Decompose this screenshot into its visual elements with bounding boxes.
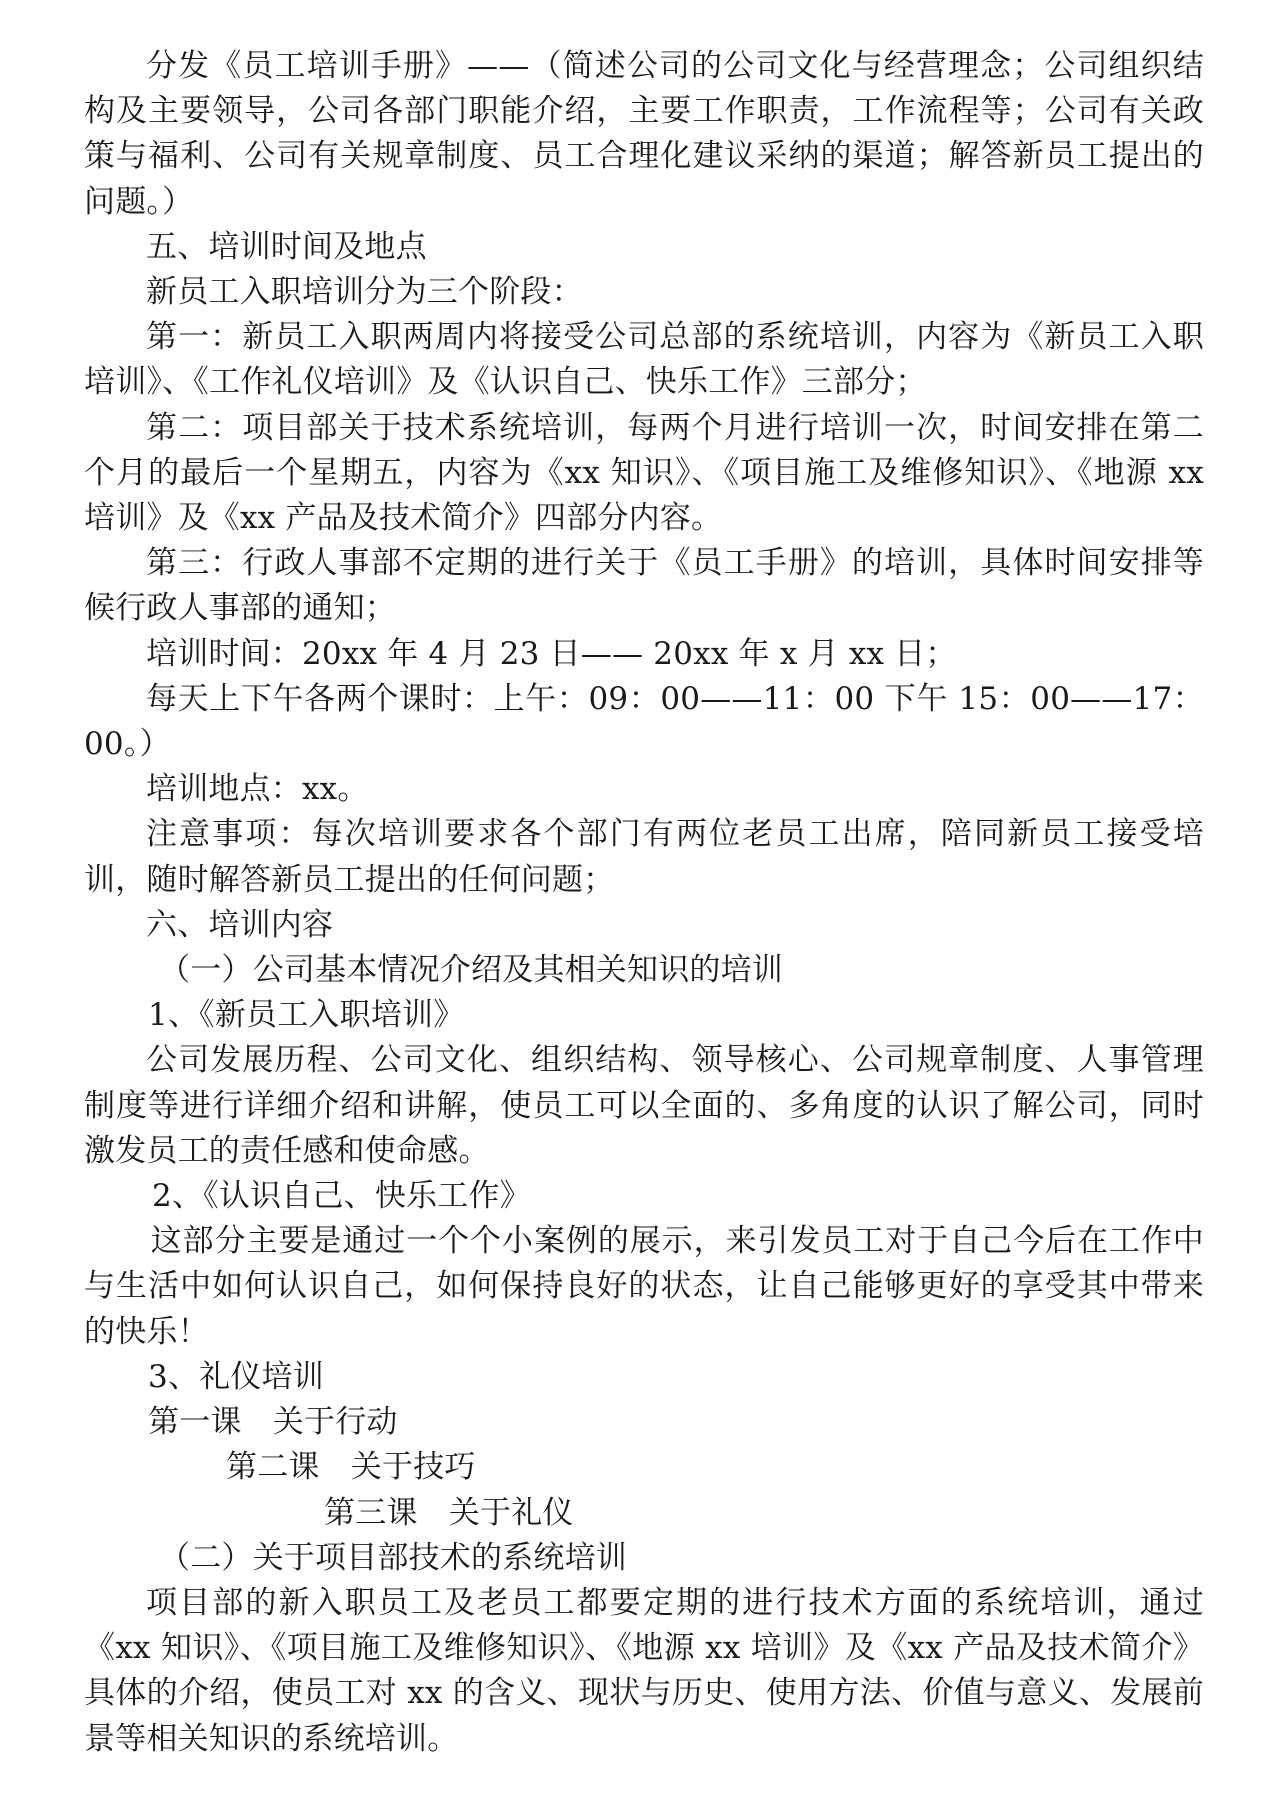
item-three-heading: 3、礼仪培训 xyxy=(148,1358,324,1395)
stage-three-paragraph: 第三：行政人事部不定期的进行关于《员工手册》的培训，具体时间安排等候行政人事部的通知； xyxy=(84,545,1204,627)
item-two-heading: 2、《认识自己、快乐工作》 xyxy=(152,1178,531,1215)
training-notes: 注意事项：每次培训要求各个部门有两位老员工出席，陪同新员工接受培训，随时解答新员工提出的任何问题； xyxy=(84,816,1204,898)
lesson-three: 第三课 关于礼仪 xyxy=(324,1494,574,1531)
section-heading-five: 五、培训时间及地点 xyxy=(146,228,427,265)
training-place: 培训地点：xx。 xyxy=(146,771,369,808)
lesson-two: 第二课 关于技巧 xyxy=(226,1449,476,1486)
subsection-one-heading: （一）公司基本情况介绍及其相关知识的培训 xyxy=(159,952,783,989)
handbook-paragraph: 分发《员工培训手册》——（简述公司的公司文化与经营理念；公司组织结构及主要领导，公司各部门职能介绍，主要工作职责，工作流程等；公司有关政策与福利、公司有关规章制度、员工合理化建议采纳的渠道；解答新员工提出的问题。） xyxy=(84,48,1204,220)
item-two-body: 这部分主要是通过一个个小案例的展示，来引发员工对于自己今后在工作中与生活中如何认识自己，如何保持良好的状态，让自己能够更好的享受其中带来的快乐！ xyxy=(84,1223,1204,1350)
document-body xyxy=(84,44,1204,1762)
training-time: 培训时间：20xx 年 4 月 23 日—— 20xx 年 x 月 xx 日； xyxy=(146,635,957,672)
subsection-two-body: 项目部的新入职员工及老员工都要定期的进行技术方面的系统培训，通过《xx 知识》、《项目施工及维修知识》、《地源 xx 培训》及《xx 产品及技术简介》具体的介绍，使员工对 xx 的含义、现状与历史、使用方法、价值与意义、发展前景等相关知识的系统培训。 xyxy=(84,1584,1204,1757)
stage-two-paragraph: 第二：项目部关于技术系统培训，每两个月进行培训一次，时间安排在第二个月的最后一个星期五，内容为《xx 知识》、《项目施工及维修知识》、《地源 xx 培训》及《xx 产品及技术简介》四部分内容。 xyxy=(84,409,1204,537)
lesson-one: 第一课 关于行动 xyxy=(148,1404,398,1441)
subsection-two-heading: （二）关于项目部技术的系统培训 xyxy=(159,1539,627,1576)
stage-one-paragraph: 第一：新员工入职两周内将接受公司总部的系统培训，内容为《新员工入职培训》、《工作礼仪培训》及《认识自己、快乐工作》三部分； xyxy=(84,319,1204,401)
stages-intro: 新员工入职培训分为三个阶段： xyxy=(146,274,583,311)
training-hours: 每天上下午各两个课时：上午：09：00——11：00 下午 15：00——17：00。） xyxy=(84,680,1204,763)
section-heading-six: 六、培训内容 xyxy=(146,906,334,943)
item-one-heading: 1、《新员工入职培训》 xyxy=(148,997,465,1034)
item-one-body: 公司发展历程、公司文化、组织结构、领导核心、公司规章制度、人事管理制度等进行详细介绍和讲解，使员工可以全面的、多角度的认识了解公司，同时激发员工的责任感和使命感。 xyxy=(84,1042,1204,1169)
